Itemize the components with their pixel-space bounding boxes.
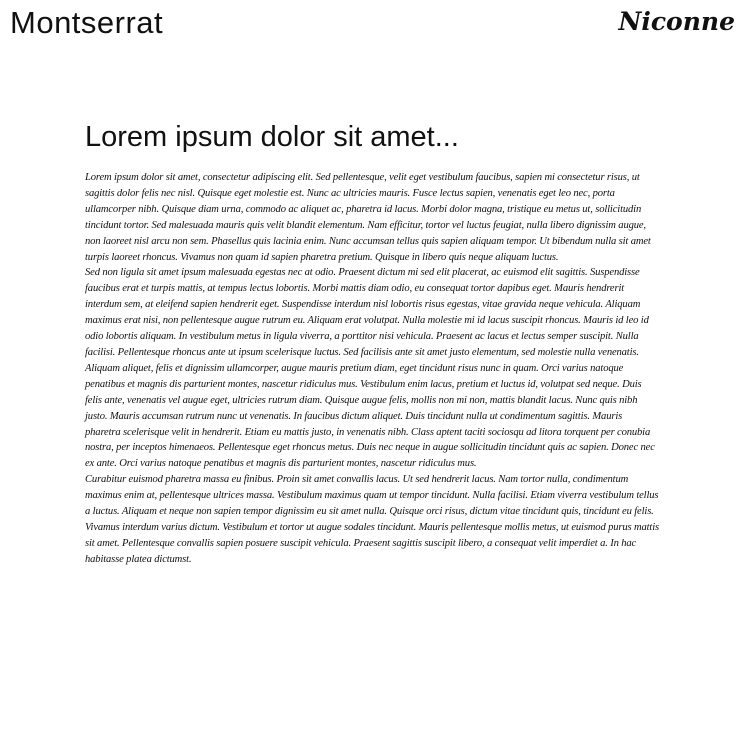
paragraph-4: Curabitur euismod pharetra massa eu finibus. Proin sit amet convallis lacus. Ut sed hendrerit lacus. Nam tortor nulla, condimentum maximus enim at, pellentesque ultrices massa. Vestibulum maximus quam ut tempor tincidunt. Nulla facilisi. Etiam viverra vestibulum tellus a luctus. Aliquam et neque non sapien tempor dignissim eu sit amet nulla. Quisque orci risus, dictum vitae tincidunt quis, tincidunt eu felis. Vivamus interdum varius dictum. Vestibulum et tortor ut augue sodales tincidunt. Mauris pellentesque mollis metus, ut euismod purus mattis sit amet. Pellentesque convallis sapien posuere suscipit vehicula. Praesent sagittis suscipit libero, a consequat velit imperdiet a. In hac habitasse platea dictumst. <box>85 474 659 565</box>
font-name-niconne: Niconne <box>618 7 735 36</box>
paragraph-2: Sed non ligula sit amet ipsum malesuada egestas nec at odio. Praesent dictum mi sed elit placerat, ac euismod elit sagittis. Suspendisse faucibus erat et turpis mattis, at tempus lectus lobortis. Morbi mattis diam odio, eu consequat tortor dapibus eget. Mauris hendrerit interdum sem, at eleifend sapien hendrerit eget. Suspendisse interdum nisl lobortis risus egestas, vitae gravida neque vehicula. Aliquam maximus erat nisi, non pellentesque augue rutrum eu. Aliquam erat volutpat. Nulla molestie mi id lacus suscipit rhoncus. Mauris id leo id odio lobortis aliquam. In vestibulum metus in ligula viverra, a porttitor nisi vehicula. Praesent ac lacus et lectus semper suscipit. Nulla facilisi. Pellentesque rhoncus ante ut ipsum scelerisque luctus. Sed facilisis ante sit amet justo elementum, sed molestie nulla venenatis. <box>85 267 649 358</box>
font-name-montserrat: Montserrat <box>10 5 164 40</box>
specimen-body <box>85 170 660 568</box>
specimen-content <box>85 118 660 568</box>
paragraph-1: Lorem ipsum dolor sit amet, consectetur adipiscing elit. Sed pellentesque, velit eget vestibulum faucibus, sapien mi consectetur risus, ut sagittis dolor felis nec nisl. Quisque eget molestie est. Nunc ac ultricies mauris. Fusce lectus sapien, venenatis eget leo nec, porta ullamcorper nibh. Quisque diam urna, commodo ac aliquet ac, pharetra id lacus. Morbi dolor magna, tristique eu metus ut, sollicitudin tincidunt tortor. Sed malesuada mauris quis velit blandit elementum. Nam efficitur, tortor vel luctus feugiat, nulla libero dignissim augue, non laoreet nisl arcu non sem. Phasellus quis lacinia enim. Nunc accumsan tellus quis sapien aliquam tempor. Ut bibendum nulla sit amet turpis laoreet rhoncus. Vivamus non quam id sapien pharetra pretium. Quisque in libero quis neque aliquam luctus. <box>85 172 651 263</box>
specimen-heading: Lorem ipsum dolor sit amet... <box>85 121 459 153</box>
paragraph-3: Aliquam aliquet, felis et dignissim ullamcorper, augue mauris pretium diam, eget tincidunt risus nunc in quam. Orci varius natoque penatibus et magnis dis parturient montes, nascetur ridiculus mus. Vestibulum enim lacus, pretium et luctus id, volutpat sed neque. Duis felis ante, venenatis vel augue eget, ultricies rutrum diam. Quisque augue felis, mollis non mi non, mattis blandit lacus. Nunc quis nibh justo. Mauris accumsan rutrum nunc ut venenatis. In faucibus dictum aliquet. Duis tincidunt nulla ut condimentum sagittis. Mauris pharetra scelerisque velit in hendrerit. Etiam eu mattis justo, in venenatis nibh. Class aptent taciti sociosqu ad litora torquent per conubia nostra, per inceptos himenaeos. Pellentesque eget rhoncus metus. Duis nec neque in augue sollicitudin tincidunt quis ac sapien. Donec nec ex ante. Orci varius natoque penatibus et magnis dis parturient montes, nascetur ridiculus mus. <box>85 362 655 470</box>
